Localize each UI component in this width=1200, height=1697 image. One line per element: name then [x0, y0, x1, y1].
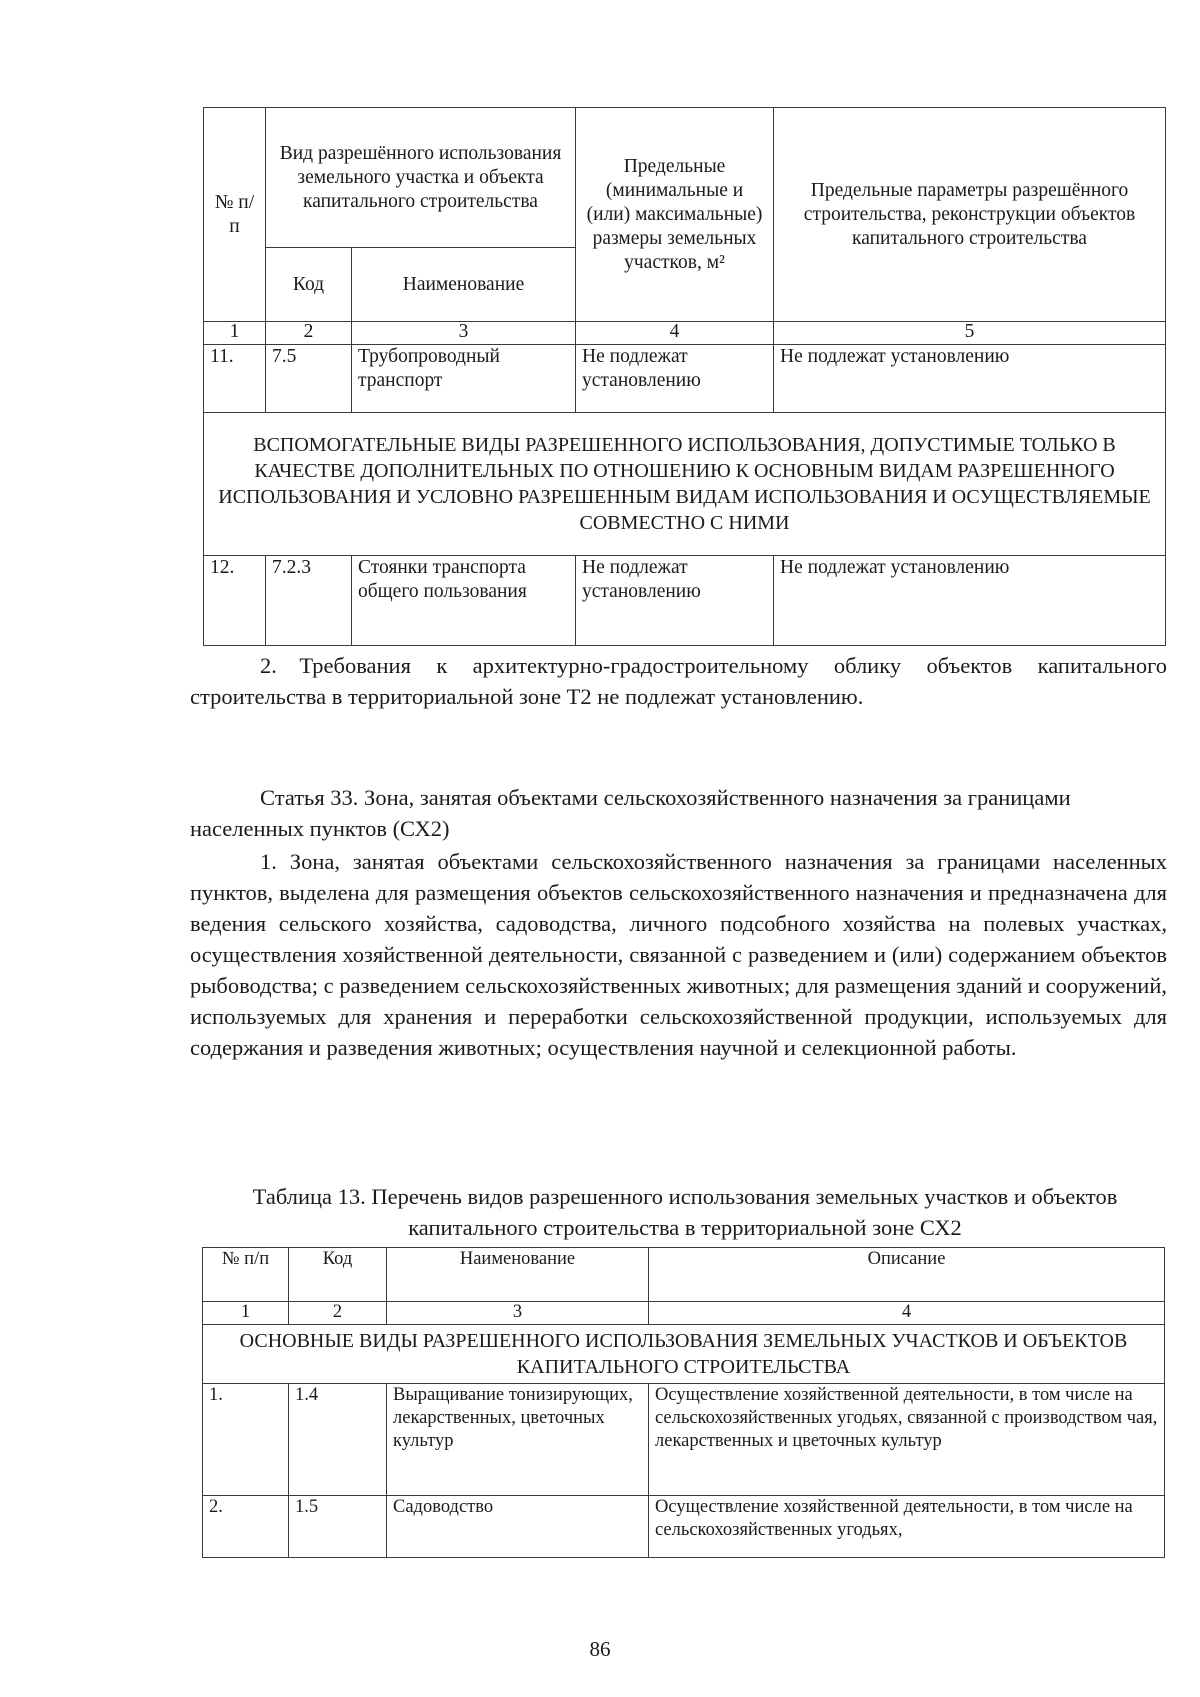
header-code: Код: [266, 248, 352, 322]
row-sizes: Не подлежат установлению: [576, 556, 774, 646]
header-num: № п/п: [203, 1248, 289, 1302]
header-desc: Описание: [649, 1248, 1165, 1302]
row-num: 2.: [203, 1496, 289, 1558]
row-num: 12.: [204, 556, 266, 646]
col-number: 4: [576, 322, 774, 345]
col-number: 4: [649, 1302, 1165, 1325]
paragraph-2: 2. Требования к архитектурно-градостроительному облику объектов капитального строительства в территориальной зоне Т2 не подлежат установлению.: [190, 653, 1167, 709]
row-params: Не подлежат установлению: [774, 556, 1166, 646]
col-number: 1: [204, 322, 266, 345]
row-name: Садоводство: [387, 1496, 649, 1558]
col-number: 2: [266, 322, 352, 345]
row-code: 1.4: [289, 1384, 387, 1496]
col-number: 5: [774, 322, 1166, 345]
col-number: 3: [352, 322, 576, 345]
col-number: 3: [387, 1302, 649, 1325]
row-desc: Осуществление хозяйственной деятельности, в том числе на сельскохозяйственных угодьях,: [649, 1496, 1165, 1558]
header-num: № п/п: [204, 108, 266, 322]
table-row: [204, 556, 1166, 646]
header-params: Предельные параметры разрешённого строительства, реконструкции объектов капитального строительства: [774, 108, 1166, 322]
column-number-row: [203, 1302, 1165, 1325]
row-code: 1.5: [289, 1496, 387, 1558]
group-heading-row: [203, 1325, 1165, 1384]
header-code: Код: [289, 1248, 387, 1302]
article-title: Статья 33. Зона, занятая объектами сельскохозяйственного назначения за границами населенных пунктов (СХ2): [190, 785, 1071, 841]
row-params: Не подлежат установлению: [774, 345, 1166, 413]
header-sizes: Предельные (минимальные и (или) максимальные) размеры земельных участков, м²: [576, 108, 774, 322]
row-name: Стоянки транспорта общего пользования: [352, 556, 576, 646]
header-name: Наименование: [352, 248, 576, 322]
row-sizes: Не подлежат установлению: [576, 345, 774, 413]
land-use-table-cx2: [202, 1247, 1165, 1558]
table-row: [203, 1384, 1165, 1496]
table-row: [204, 345, 1166, 413]
group-heading-row: [204, 413, 1166, 556]
table-row: [203, 1496, 1165, 1558]
page-number: 86: [589, 1637, 611, 1661]
row-code: 7.2.3: [266, 556, 352, 646]
land-use-table-t2: [203, 107, 1166, 646]
col-number: 2: [289, 1302, 387, 1325]
row-num: 11.: [204, 345, 266, 413]
row-desc: Осуществление хозяйственной деятельности, в том числе на сельскохозяйственных угодьях, связанной с производством чая, лекарственных и цветочных культур: [649, 1384, 1165, 1496]
column-number-row: [204, 322, 1166, 345]
paragraph-1: 1. Зона, занятая объектами сельскохозяйственного назначения за границами населенных пунктов, выделена для размещения объектов сельскохозяйственного назначения и предназначена для ведения сельского хозяйства, садоводства, личного подсобного хозяйства на полевых участках, осуществления хозяйственной деятельности, связанной с разведением и (или) содержанием объектов рыбоводства; с разведением сельскохозяйственных животных; для размещения зданий и сооружений, используемых для хранения и переработки сельскохозяйственной продукции, используемых для содержания и разведения животных; осуществления научной и селекционной работы.: [190, 849, 1167, 1060]
row-name: Трубопроводный транспорт: [352, 345, 576, 413]
header-type-group: Вид разрешённого использования земельного участка и объекта капитального строительства: [266, 108, 576, 248]
table-caption: Таблица 13. Перечень видов разрешенного использования земельных участков и объектов капитального строительства в территориальной зоне СХ2: [252, 1184, 1118, 1240]
group-heading: ВСПОМОГАТЕЛЬНЫЕ ВИДЫ РАЗРЕШЕННОГО ИСПОЛЬЗОВАНИЯ, ДОПУСТИМЫЕ ТОЛЬКО В КАЧЕСТВЕ ДОПОЛНИТЕЛЬНЫХ ПО ОТНОШЕНИЮ К ОСНОВНЫМ ВИДАМ РАЗРЕШЕННОГО ИСПОЛЬЗОВАНИЯ И УСЛОВНО РАЗРЕШЕННЫМ ВИДАМ ИСПОЛЬЗОВАНИЯ И ОСУЩЕСТВЛЯЕМЫЕ СОВМЕСТНО С НИМИ: [204, 413, 1166, 556]
col-number: 1: [203, 1302, 289, 1325]
row-name: Выращивание тонизирующих, лекарственных, цветочных культур: [387, 1384, 649, 1496]
row-num: 1.: [203, 1384, 289, 1496]
group-heading: ОСНОВНЫЕ ВИДЫ РАЗРЕШЕННОГО ИСПОЛЬЗОВАНИЯ ЗЕМЕЛЬНЫХ УЧАСТКОВ И ОБЪЕКТОВ КАПИТАЛЬНОГО СТРОИТЕЛЬСТВА: [203, 1325, 1165, 1384]
header-name: Наименование: [387, 1248, 649, 1302]
row-code: 7.5: [266, 345, 352, 413]
